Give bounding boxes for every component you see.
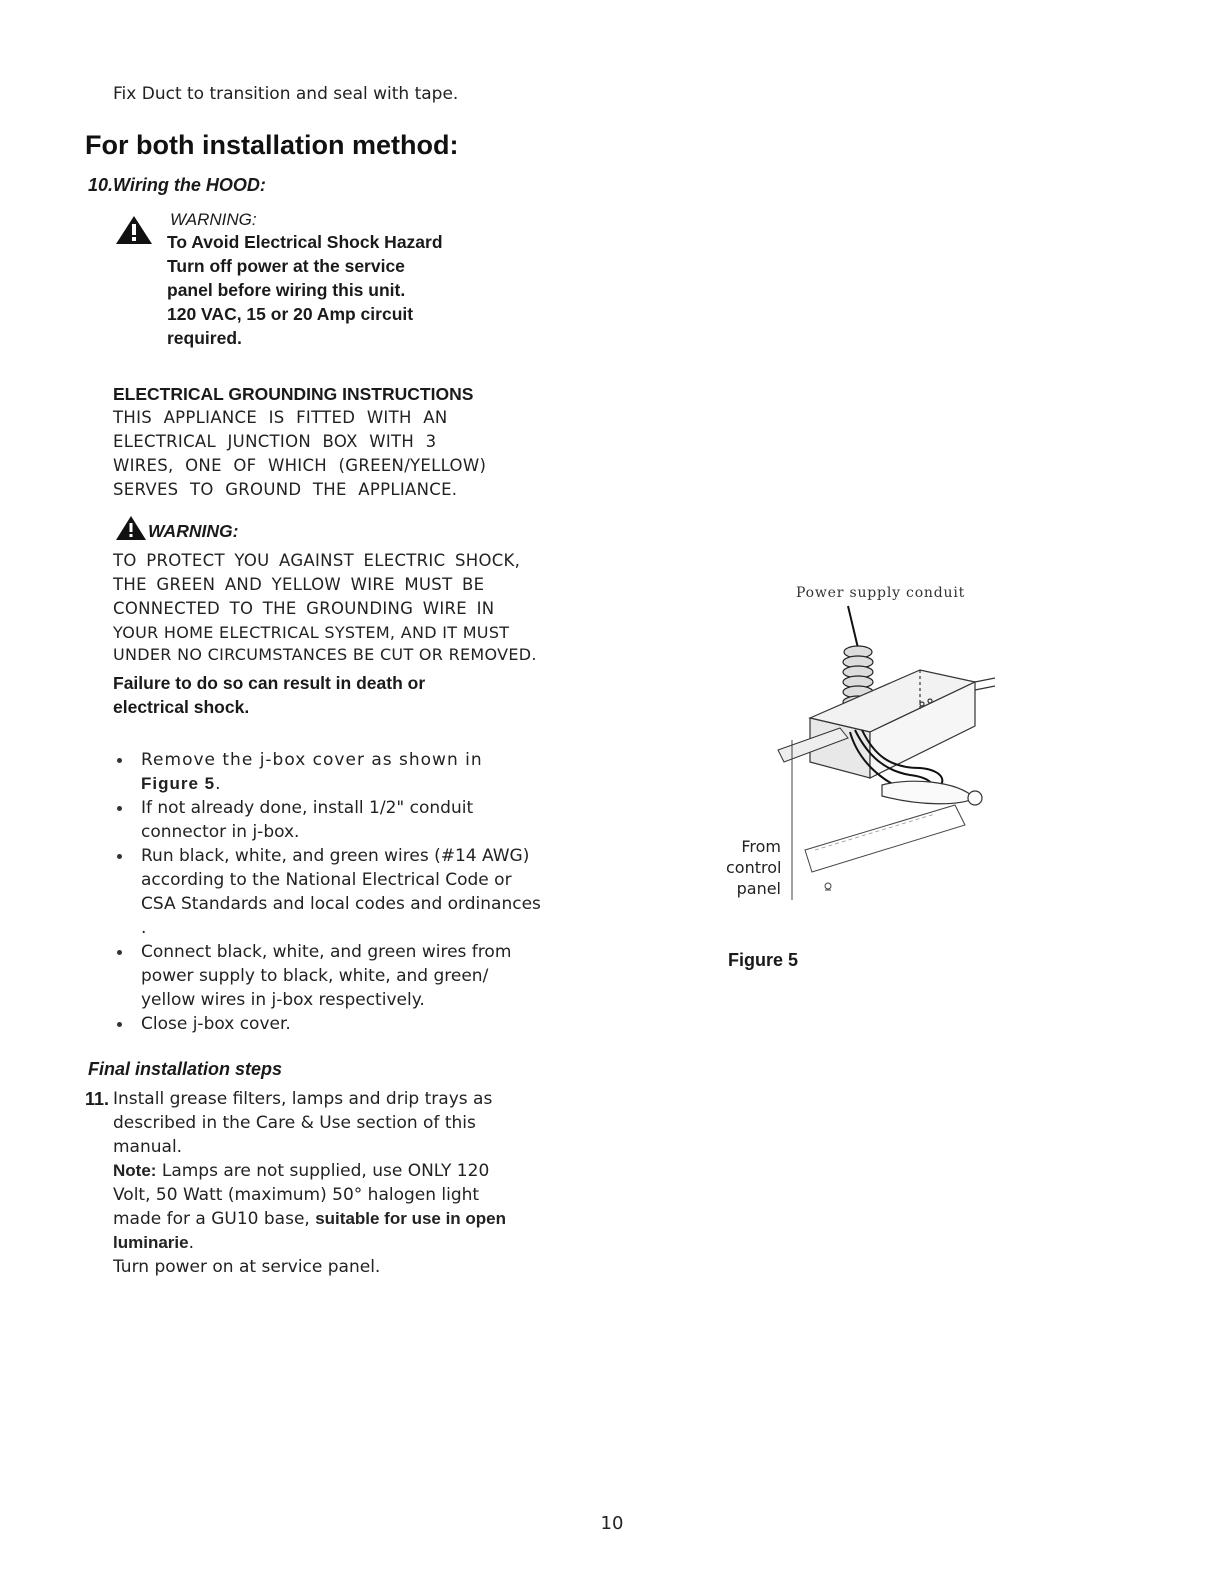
grounding-line: SERVES TO GROUND THE APPLIANCE.: [113, 480, 458, 499]
grounding-heading: ELECTRICAL GROUNDING INSTRUCTIONS: [113, 384, 474, 404]
warning1-line: required.: [167, 328, 242, 348]
step-text: Close j-box cover.: [141, 1014, 291, 1034]
step-text: Run black, white, and green wires (#14 AWG) according to the National Electrical Code or CSA Standards and local codes and ordinances .: [141, 846, 541, 938]
final-instruction: Turn power on at service panel.: [113, 1257, 381, 1277]
from-control-panel-label: [726, 836, 781, 899]
final-steps-heading: Final installation steps: [88, 1059, 283, 1079]
wiring-steps: [113, 748, 543, 1036]
label-line: control: [726, 858, 782, 877]
warning2-label: WARNING:: [148, 521, 239, 541]
warning2-line: UNDER NO CIRCUMSTANCES BE CUT OR REMOVED.: [113, 645, 537, 664]
grounding-line: THIS APPLIANCE IS FITTED WITH AN: [113, 408, 448, 427]
warning1-line: Turn off power at the service: [167, 256, 405, 276]
warning2-text: [113, 549, 537, 665]
figure-reference: Figure 5: [141, 774, 216, 793]
warning2-line: YOUR HOME ELECTRICAL SYSTEM, AND IT MUST: [113, 623, 510, 642]
warning1-line: 120 VAC, 15 or 20 Amp circuit: [167, 304, 414, 324]
step11-body: [113, 1087, 508, 1279]
step10-heading: 10.Wiring the HOOD:: [88, 175, 266, 195]
section-heading: For both installation method:: [85, 130, 459, 160]
note-text: Lamps are not supplied, use ONLY 120 Volt, 50 Watt (maximum) 50° halogen light made for a GU10 base,: [113, 1161, 490, 1229]
failure-line: electrical shock.: [113, 697, 250, 717]
step-text: If not already done, install 1/2" conduit connector in j-box.: [141, 798, 474, 842]
step-text: Remove the j-box cover as shown in: [141, 750, 483, 770]
warning-triangle-icon: [115, 515, 147, 541]
list-item: [113, 940, 531, 1012]
intro-line: Fix Duct to transition and seal with tape.: [113, 84, 459, 104]
grounding-line: WIRES, ONE OF WHICH (GREEN/YELLOW): [113, 456, 487, 475]
warning2-line: TO PROTECT YOU AGAINST ELECTRIC SHOCK,: [113, 551, 521, 570]
junction-box-illustration: [770, 600, 1000, 910]
note-label: Note:: [113, 1161, 157, 1180]
warning1-label: WARNING:: [170, 210, 257, 229]
label-line: panel: [736, 879, 781, 898]
warning2-line: THE GREEN AND YELLOW WIRE MUST BE: [113, 575, 485, 594]
step11-text: Install grease filters, lamps and drip trays as described in the Care & Use section of this manual.: [113, 1089, 493, 1157]
warning1-line: panel before wiring this unit.: [167, 280, 406, 300]
warning1-line: To Avoid Electrical Shock Hazard: [167, 232, 443, 252]
failure-warning: [113, 671, 425, 719]
warning1-text: [167, 230, 443, 350]
list-item: [113, 748, 543, 796]
note-text: .: [188, 1233, 194, 1253]
list-item: [113, 796, 481, 844]
step11-number: 11.: [85, 1089, 110, 1109]
conduit-label: Power supply conduit: [796, 585, 966, 601]
grounding-line: ELECTRICAL JUNCTION BOX WITH 3: [113, 432, 437, 451]
list-item: [113, 844, 541, 940]
failure-line: Failure to do so can result in death or: [113, 673, 426, 693]
warning-triangle-icon: [115, 215, 153, 245]
warning2-line: CONNECTED TO THE GROUNDING WIRE IN: [113, 599, 495, 618]
step-text: Connect black, white, and green wires from power supply to black, white, and green/ yellow wires in j-box respectively.: [141, 942, 512, 1010]
grounding-text: [113, 406, 486, 502]
page-number: 10: [600, 1513, 624, 1534]
note-bold-text: suitable for use in open luminarie: [113, 1209, 507, 1252]
figure-caption: Figure 5: [728, 950, 799, 970]
list-item: [113, 1012, 543, 1036]
step-text: .: [215, 774, 221, 794]
label-line: From: [741, 837, 781, 856]
